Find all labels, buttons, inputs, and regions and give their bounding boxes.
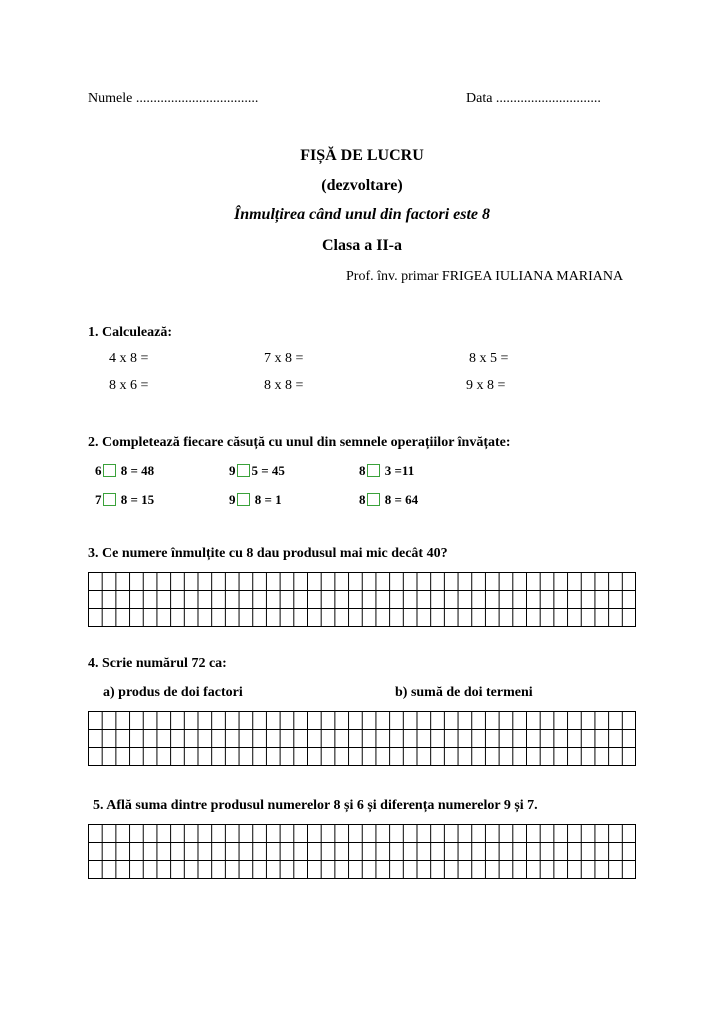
operator-box[interactable] [237,464,250,477]
worksheet-title: FIȘĂ DE LUCRU [300,147,424,164]
operator-box[interactable] [237,493,250,506]
name-field-label: Numele ................................... [88,91,259,106]
operator-box[interactable] [103,464,116,477]
ex2-equation [359,492,418,508]
ex1-item: 8 x 8 = [264,378,304,393]
ex2-equation [359,463,414,479]
ex2-rest: 5 = 45 [251,463,285,478]
ex2-equation [95,492,154,508]
ex2-operand: 9 [229,463,236,478]
operator-box[interactable] [367,493,380,506]
date-field-label: Data .............................. [466,91,601,106]
ex2-operand: 9 [229,492,236,507]
ex1-item: 7 x 8 = [264,351,304,366]
ex2-rest: 8 = 15 [120,492,155,507]
exercise-3-heading: 3. Ce numere înmulțite cu 8 dau produsul mai mic decât 40? [88,546,448,561]
answer-grid-3[interactable] [88,572,636,627]
class-level: Clasa a II-a [321,237,402,254]
lesson-topic: Înmulțirea când unul din factori este 8 [233,206,491,223]
ex2-operand: 8 [359,492,366,507]
operator-box[interactable] [103,493,116,506]
exercise-2-heading: 2. Completează fiecare căsuță cu unul din semnele operațiilor învățate: [88,435,511,450]
ex1-item: 9 x 8 = [466,378,506,393]
ex2-operand: 6 [95,463,102,478]
exercise-5-heading: 5. Află suma dintre produsul numerelor 8 și 6 și diferența numerelor 9 și 7. [93,798,538,813]
worksheet-subtitle: (dezvoltare) [321,177,403,194]
exercise-4-part-a: a) produs de doi factori [103,685,243,700]
ex2-rest: 8 = 48 [120,463,155,478]
ex1-item: 8 x 5 = [469,351,509,366]
ex2-equation [229,492,282,508]
ex1-item: 4 x 8 = [109,351,149,366]
ex2-rest: 8 = 1 [254,492,282,507]
ex1-item: 8 x 6 = [109,378,149,393]
ex2-equation [229,463,285,479]
ex2-operand: 7 [95,492,102,507]
ex2-equation [95,463,154,479]
answer-grid-4[interactable] [88,711,636,766]
ex2-rest: 3 =11 [384,463,415,478]
exercise-4-heading: 4. Scrie numărul 72 ca: [88,656,227,671]
exercise-4-part-b: b) sumă de doi termeni [395,685,533,700]
ex2-rest: 8 = 64 [384,492,419,507]
operator-box[interactable] [367,464,380,477]
answer-grid-5[interactable] [88,824,636,879]
exercise-1-heading: 1. Calculează: [88,325,172,340]
author-line: Prof. înv. primar FRIGEA IULIANA MARIANA [346,269,624,284]
ex2-operand: 8 [359,463,366,478]
